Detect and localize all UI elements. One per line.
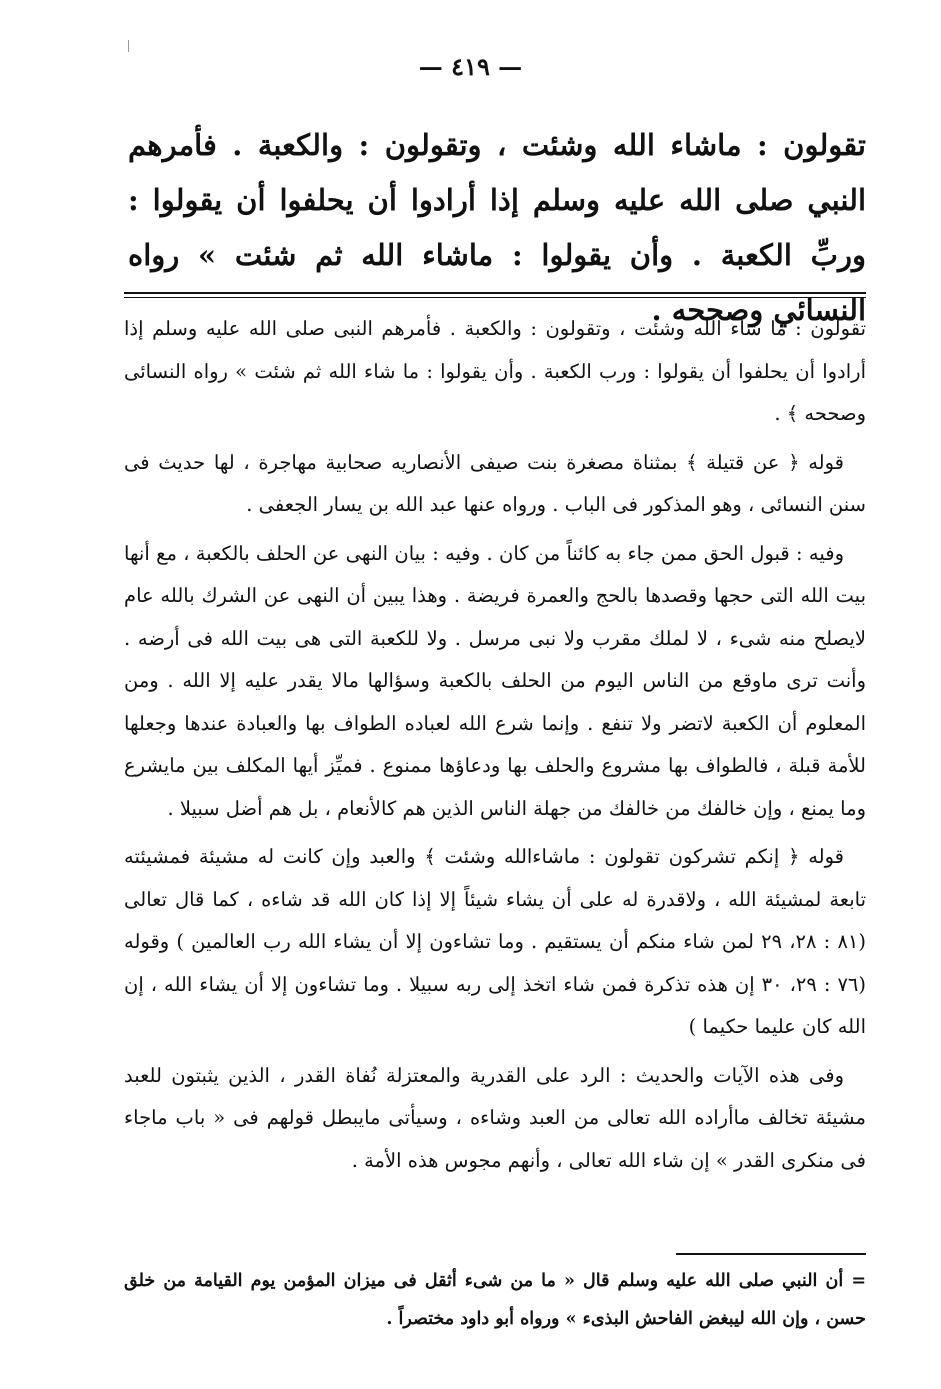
footnote-paragraph: = أن النبي صلى الله عليه وسلم قال « ما من شىء أثقل فى ميزان المؤمن يوم القيامة من خلق حسن ، وإن الله ليبغض الفاحش البذىء » ورواه أبو داود مختصراً . xyxy=(124,1271,866,1329)
commentary-paragraph: وفى هذه الآيات والحديث : الرد على القدرية والمعتزلة نُفاة القدر ، الذين يثبتون للعبد مشيئة تخالف ماأراده الله تعالى من العبد وشاءه ، وسيأتى مايبطل قولهم فى « باب ماجاء فى منكرى القدر » إن شاء الله تعالى ، وأنهم مجوس هذه الأمة . xyxy=(124,1063,866,1172)
commentary-block xyxy=(124,308,866,1188)
commentary-paragraph: تقولون : ما شاء الله وشئت ، وتقولون : والكعبة . فأمرهم النبى صلى الله عليه وسلم إذا أرادوا أن يحلفوا أن يقولوا : ورب الكعبة . وأن يقولوا : ما شاء الله ثم شئت » رواه النسائى وصححه ﴾ . xyxy=(124,317,866,425)
footnote-separator-rule xyxy=(676,1253,866,1255)
hadith-text-block xyxy=(128,118,866,338)
double-separator-rule xyxy=(124,292,866,298)
footnote-block xyxy=(124,1262,866,1338)
commentary-paragraph: وفيه : قبول الحق ممن جاء به كائناً من كان . وفيه : بيان النهى عن الحلف بالكعبة ، مع أنها بيت الله التى حجها وقصدها بالحج والعمرة فريضة . وهذا يبين أن النهى عن الشرك بالله عام لايصلح منه شىء ، لا لملك مقرب ولا نبى مرسل . ولا للكعبة التى هى بيت الله فى أرضه . وأنت ترى ماوقع من الناس اليوم من الحلف بالكعبة وسؤالها مالا يقدر عليه إلا الله . ومن المعلوم أن الكعبة لاتضر ولا تنفع . وإنما شرع الله لعباده الطواف بها والعبادة عندها وجعلها للأمة قبلة ، فالطواف بها مشروع والحلف بها ودعاؤها ممنوع . فميِّز أيها المكلف بين مايشرع وما يمنع ، وإن خالفك من خالفك من جهلة الناس الذين هم كالأنعام ، بل هم أضل سبيلا . xyxy=(124,541,866,820)
commentary-paragraph: قوله ﴿ عن قتيلة ﴾ بمثناة مصغرة بنت صيفى الأنصاريه صحابية مهاجرة ، لها حديث فى سنن النسائى ، وهو المذكور فى الباب . ورواه عنها عبد الله بن يسار الجعفى . xyxy=(124,450,866,516)
commentary-paragraph: قوله ﴿ إنكم تشركون تقولون : ماشاءالله وشئت ﴾ والعبد وإن كانت له مشيئة فمشيئته تابعة لمشيئة الله ، ولاقدرة له على أن يشاء شيئاً إلا إذا كان الله قد شاءه ، كما قال تعالى (٨١ : ٢٨، ٢٩ لمن شاء منكم أن يستقيم . وما تشاءون إلا أن يشاء الله رب العالمين ) وقوله (٧٦ : ٢٩، ٣٠ إن هذه تذكرة فمن شاء اتخذ إلى ربه سبيلا . وما تشاءون إلا أن يشاء الله ، إن الله كان عليما حكيما ) xyxy=(124,845,867,1038)
stray-mark xyxy=(128,40,129,52)
page-number: — ٤١٩ — xyxy=(418,52,523,81)
hadith-paragraph: تقولون : ماشاء الله وشئت ، وتقولون : والكعبة . فأمرهم النبي صلى الله عليه وسلم إذا أرادوا أن يحلفوا أن يقولوا : وربِّ الكعبة . وأن يقولوا : ماشاء الله ثم شئت » رواه النسائي وصححه . xyxy=(128,128,866,327)
